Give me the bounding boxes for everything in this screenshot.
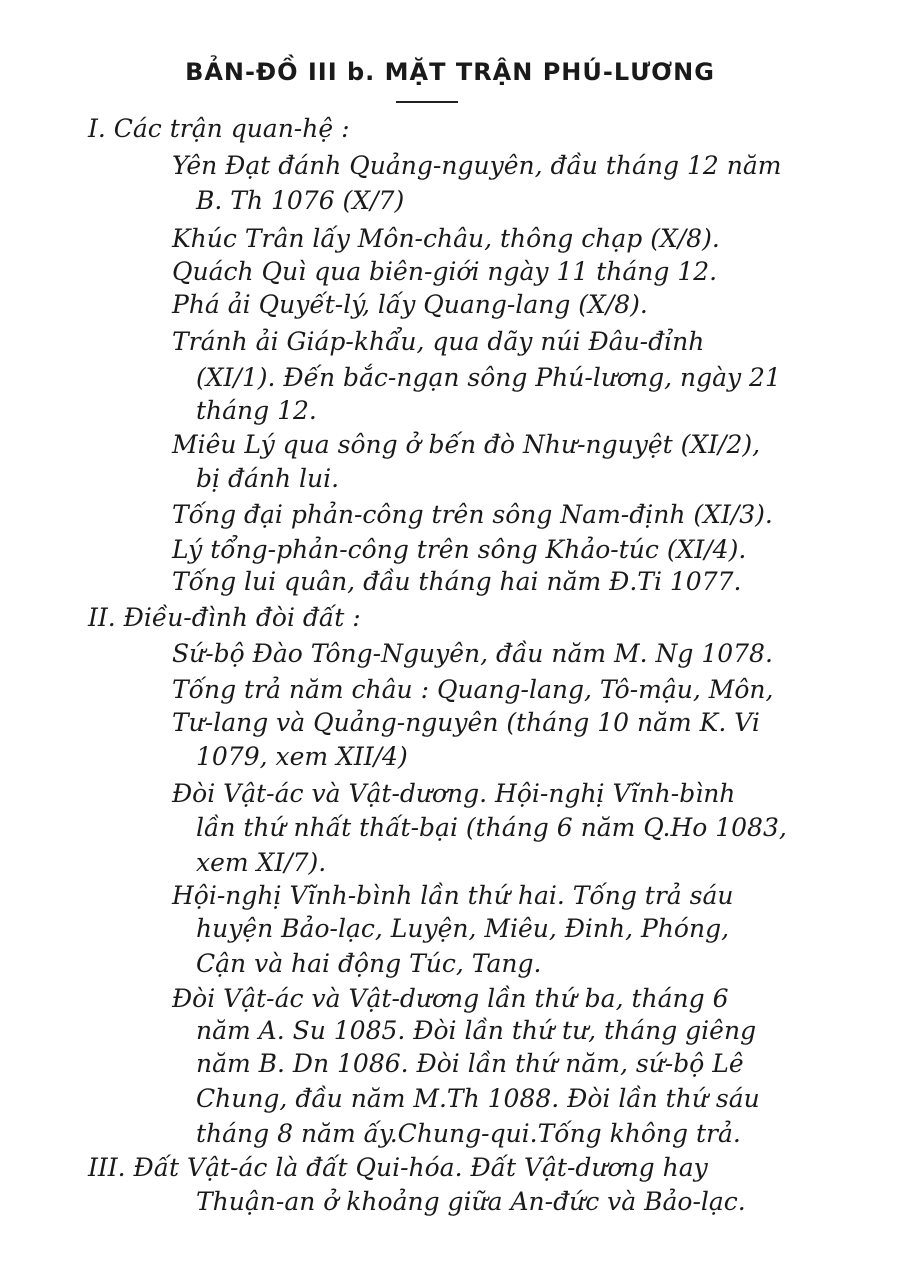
section-heading: III. Đất Vật-ác là đất Qui-hóa. Đất Vật-dương hay [88, 1153, 708, 1182]
text-line: Thuận-an ở khoảng giữa An-đức và Bảo-lạc. [196, 1187, 746, 1216]
text-line: Miêu Lý qua sông ở bến đò Như-nguyệt (XI/2), [172, 430, 761, 459]
text-line: Tư-lang và Quảng-nguyên (tháng 10 năm K. Vi [172, 708, 760, 737]
page-title: BẢN-ĐỒ III b. MẶT TRẬN PHÚ-LƯƠNG [185, 58, 715, 86]
section-heading: II. Điều-đình đòi đất : [88, 603, 361, 632]
text-line: Yên Đạt đánh Quảng-nguyên, đầu tháng 12 năm [172, 151, 782, 180]
text-line: Lý tổng-phản-công trên sông Khảo-túc (XI/4). [172, 535, 747, 564]
title-underline [396, 101, 458, 103]
text-line: Tống trả năm châu : Quang-lang, Tô-mậu, Môn, [172, 675, 774, 704]
text-line: B. Th 1076 (X/7) [196, 186, 405, 215]
text-line: năm A. Su 1085. Đòi lần thứ tư, tháng giêng [196, 1016, 757, 1045]
text-line: huyện Bảo-lạc, Luyện, Miêu, Đinh, Phóng, [196, 914, 730, 943]
text-line: tháng 12. [196, 396, 317, 425]
text-line: năm B. Dn 1086. Đòi lần thứ năm, sứ-bộ Lê [196, 1049, 744, 1078]
text-line: Tống lui quân, đầu tháng hai năm Đ.Ti 1077. [172, 567, 742, 596]
text-line: 1079, xem XII/4) [196, 742, 408, 771]
text-line: Đòi Vật-ác và Vật-dương. Hội-nghị Vĩnh-bình [172, 779, 736, 808]
text-line: Khúc Trân lấy Môn-châu, thông chạp (X/8). [172, 224, 720, 253]
text-line: tháng 8 năm ấy.Chung-qui.Tống không trả. [196, 1119, 741, 1148]
text-line: Chung, đầu năm M.Th 1088. Đòi lần thứ sáu [196, 1084, 760, 1113]
text-line: Cận và hai động Túc, Tang. [196, 949, 542, 978]
text-line: Tống đại phản-công trên sông Nam-định (XI/3). [172, 500, 773, 529]
section-heading: I. Các trận quan-hệ : [88, 114, 350, 143]
text-line: Sứ-bộ Đào Tông-Nguyên, đầu năm M. Ng 1078. [172, 639, 773, 668]
text-line: (XI/1). Đến bắc-ngạn sông Phú-lương, ngày 21 [196, 363, 781, 392]
text-line: Hội-nghị Vĩnh-bình lần thứ hai. Tống trả sáu [172, 881, 734, 910]
text-line: Đòi Vật-ác và Vật-dương lần thứ ba, tháng 6 [172, 984, 729, 1013]
text-line: Quách Quì qua biên-giới ngày 11 tháng 12. [172, 257, 718, 286]
text-line: Phá ải Quyết-lý, lấy Quang-lang (X/8). [172, 290, 648, 319]
text-line: Tránh ải Giáp-khẩu, qua dãy núi Đâu-đỉnh [172, 327, 705, 356]
text-line: bị đánh lui. [196, 464, 340, 493]
text-line: xem XI/7). [196, 848, 327, 877]
text-line: lần thứ nhất thất-bại (tháng 6 năm Q.Ho 1083, [196, 813, 787, 842]
